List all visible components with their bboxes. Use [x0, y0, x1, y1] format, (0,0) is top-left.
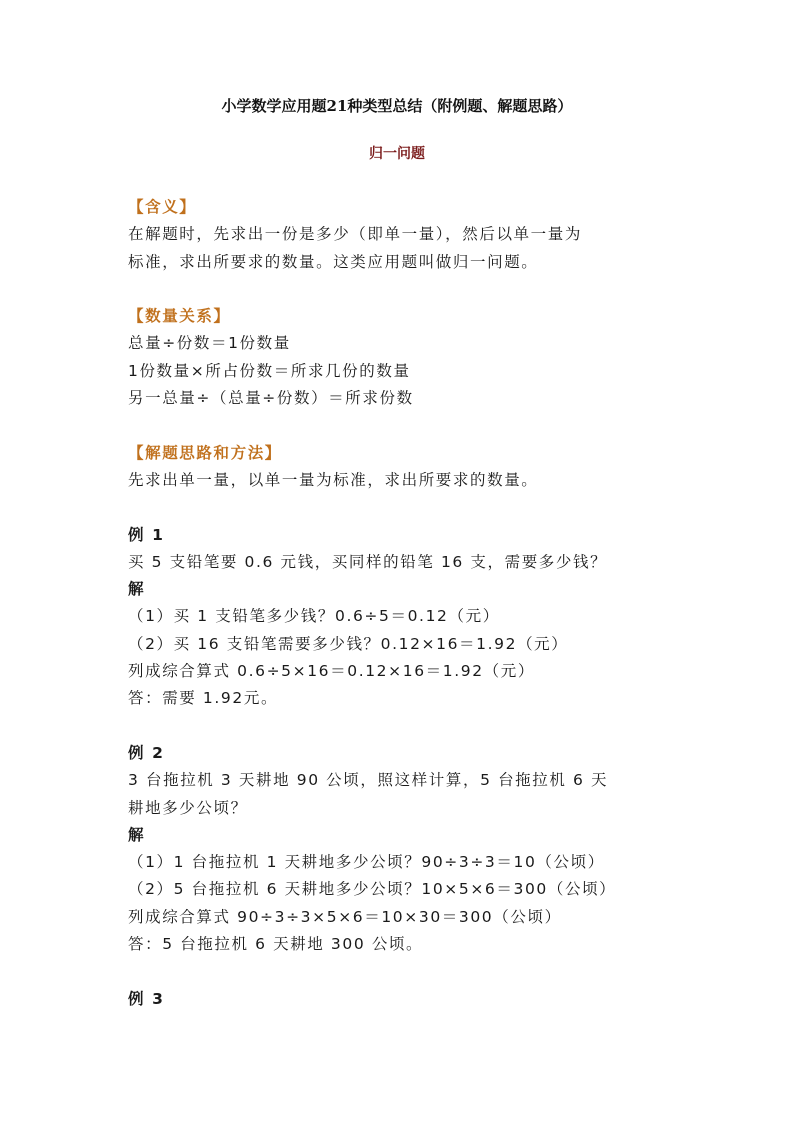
example-2-step: 列成综合算式 90÷3÷3×5×6＝10×30＝300（公顷） [128, 907, 562, 926]
example-2-problem: 3 台拖拉机 3 天耕地 90 公顷，照这样计算，5 台拖拉机 6 天 [128, 771, 609, 790]
example-1-heading: 例 1 [128, 525, 165, 544]
example-1-step: （2）买 16 支铅笔需要多少钱？0.12×16＝1.92（元） [128, 634, 569, 653]
relation-line: 总量÷份数＝1份数量 [128, 334, 291, 353]
spacer [128, 958, 688, 985]
example-1-solve-label: 解 [128, 580, 146, 599]
example-1-step: 列成综合算式 0.6÷5×16＝0.12×16＝1.92（元） [128, 662, 535, 681]
spacer [128, 713, 688, 740]
example-1-problem: 买 5 支铅笔要 0.6 元钱，买同样的铅笔 16 支，需要多少钱？ [128, 552, 608, 571]
spacer [128, 494, 688, 521]
section-heading-method: 【解题思路和方法】 [128, 443, 282, 462]
section-heading-relations: 【数量关系】 [128, 307, 231, 326]
example-1-answer: 答：需要 1.92元。 [128, 689, 279, 708]
example-2-heading: 例 2 [128, 743, 165, 762]
section-heading-meaning: 【含义】 [128, 198, 197, 216]
example-2-answer: 答：5 台拖拉机 6 天耕地 300 公顷。 [128, 935, 424, 954]
document-body [128, 194, 688, 1013]
example-3-heading: 例 3 [128, 989, 165, 1008]
example-2-step: （2）5 台拖拉机 6 天耕地多少公顷？10×5×6＝300（公顷） [128, 880, 617, 899]
example-2-step: （1）1 台拖拉机 1 天耕地多少公顷？90÷3÷3＝10（公顷） [128, 853, 605, 872]
relation-line: 另一总量÷（总量÷份数）＝所求份数 [128, 389, 414, 408]
spacer [128, 276, 688, 303]
example-2-solve-label: 解 [128, 825, 146, 844]
meaning-line: 标准，求出所要求的数量。这类应用题叫做归一问题。 [128, 252, 539, 271]
spacer [128, 412, 688, 439]
example-2-problem: 耕地多少公顷？ [128, 798, 248, 817]
document-title: 小学数学应用题21种类型总结（附例题、解题思路） [221, 97, 573, 115]
relation-line: 1份数量×所占份数＝所求几份的数量 [128, 361, 411, 380]
meaning-line: 在解题时，先求出一份是多少（即单一量），然后以单一量为 [128, 225, 582, 244]
example-1-step: （1）买 1 支铅笔多少钱？0.6÷5＝0.12（元） [128, 607, 500, 626]
document-subtitle: 归一问题 [369, 146, 425, 162]
method-line: 先求出单一量，以单一量为标准，求出所要求的数量。 [128, 470, 539, 489]
